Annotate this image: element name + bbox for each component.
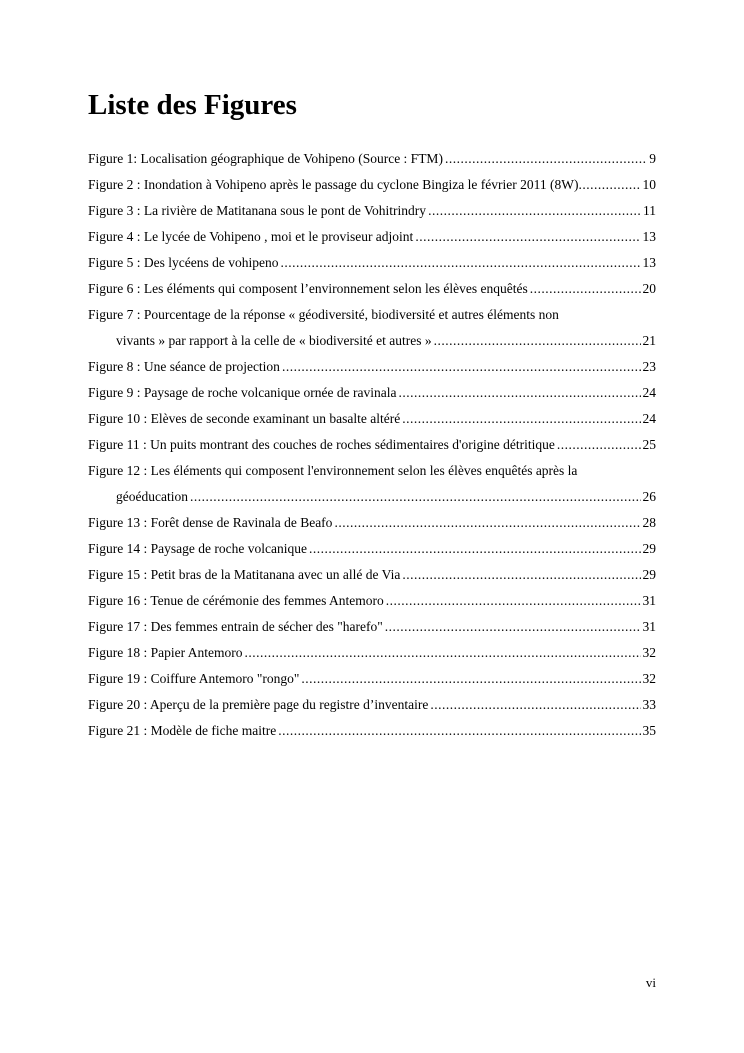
toc-entry-figure-17[interactable]: [88, 614, 656, 640]
toc-entry-text: Figure 1: Localisation géographique de Vohipeno (Source : FTM): [88, 151, 443, 166]
toc-entry-figure-10[interactable]: [88, 406, 656, 432]
toc-entry-figure-11[interactable]: [88, 432, 656, 458]
toc-entry-page: 26: [642, 489, 656, 504]
toc-entry-text: vivants » par rapport à la celle de « biodiversité et autres »: [116, 333, 432, 348]
toc-entry-text: Figure 18 : Papier Antemoro: [88, 645, 243, 660]
toc-entry-page: 35: [642, 723, 656, 738]
toc-entry-text: Figure 5 : Des lycéens de vohipeno: [88, 255, 279, 270]
dot-leader: [428, 198, 641, 224]
toc-entry-page: 28: [642, 515, 656, 530]
toc-entry-page: 29: [642, 541, 656, 556]
toc-entry-figure-18[interactable]: [88, 640, 656, 666]
toc-entry-text: Figure 2 : Inondation à Vohipeno après le passage du cyclone Bingiza le février 2011 (8W): [88, 177, 579, 192]
toc-entry-text: Figure 19 : Coiffure Antemoro "rongo": [88, 671, 300, 686]
toc-entry-page: 23: [642, 359, 656, 374]
toc-entry-text: Figure 14 : Paysage de roche volcanique: [88, 541, 307, 556]
toc-entry-figure-15[interactable]: [88, 562, 656, 588]
dot-leader: [334, 510, 640, 536]
toc-entry-page: 32: [642, 671, 656, 686]
toc-entry-text: Figure 12 : Les éléments qui composent l'environnement selon les élèves enquêtés après la: [88, 463, 578, 478]
dot-leader: [385, 614, 641, 640]
dot-leader: [309, 536, 641, 562]
toc-entry-page: 24: [642, 385, 656, 400]
toc-entry-page: 29: [642, 567, 656, 582]
toc-entry-figure-1[interactable]: [88, 146, 656, 172]
toc-entry-text: Figure 21 : Modèle de fiche maitre: [88, 723, 277, 738]
dot-leader: [578, 172, 639, 198]
toc-entry-figure-3[interactable]: [88, 198, 656, 224]
toc-entry-figure-16[interactable]: [88, 588, 656, 614]
toc-entry-text: Figure 16 : Tenue de cérémonie des femmes Antemoro: [88, 593, 384, 608]
toc-entry-text: Figure 8 : Une séance de projection: [88, 359, 280, 374]
page-title: Liste des Figures: [88, 89, 297, 121]
toc-entry-text: Figure 13 : Forêt dense de Ravinala de Beafo: [88, 515, 333, 530]
toc-entry-page: 9: [649, 151, 656, 166]
toc-entry-figure-12-line-1[interactable]: [88, 458, 656, 484]
dot-leader: [244, 640, 640, 666]
toc-entry-text: Figure 7 : Pourcentage de la réponse « géodiversité, biodiversité et autres éléments non: [88, 307, 559, 322]
dot-leader: [190, 484, 641, 510]
dot-leader: [282, 354, 641, 380]
dot-leader: [445, 146, 647, 172]
toc-entry-figure-20[interactable]: [88, 692, 656, 718]
toc-entry-figure-7-line-2[interactable]: [88, 328, 656, 354]
toc-entry-page: 11: [643, 203, 656, 218]
toc-entry-figure-9[interactable]: [88, 380, 656, 406]
toc-entry-text: Figure 11 : Un puits montrant des couches de roches sédimentaires d'origine détritique: [88, 437, 555, 452]
dot-leader: [399, 380, 641, 406]
toc-entry-figure-4[interactable]: [88, 224, 656, 250]
toc-entry-text: Figure 17 : Des femmes entrain de sécher des "harefo": [88, 619, 383, 634]
toc-entry-figure-7-line-1[interactable]: [88, 302, 656, 328]
toc-entry-page: 20: [642, 281, 656, 296]
dot-leader: [530, 276, 641, 302]
dot-leader: [434, 328, 641, 354]
dot-leader: [415, 224, 640, 250]
toc-entry-figure-8[interactable]: [88, 354, 656, 380]
page-number: vi: [645, 975, 656, 990]
toc-entry-figure-2[interactable]: [88, 172, 656, 198]
toc-entry-page: 25: [642, 437, 656, 452]
toc-entry-figure-14[interactable]: [88, 536, 656, 562]
dot-leader: [402, 562, 640, 588]
toc-entry-page: 13: [642, 229, 656, 244]
dot-leader: [301, 666, 640, 692]
toc-entry-figure-19[interactable]: [88, 666, 656, 692]
toc-entry-page: 32: [642, 645, 656, 660]
toc-entry-page: 10: [642, 177, 656, 192]
toc-entry-text: Figure 15 : Petit bras de la Matitanana avec un allé de Via: [88, 567, 401, 582]
dot-leader: [557, 432, 641, 458]
toc-entry-text: Figure 6 : Les éléments qui composent l’environnement selon les élèves enquêtés: [88, 281, 528, 296]
toc-entry-text: Figure 4 : Le lycée de Vohipeno , moi et le proviseur adjoint: [88, 229, 414, 244]
toc-entry-figure-12-line-2[interactable]: [88, 484, 656, 510]
toc-entry-page: 31: [642, 619, 656, 634]
toc-entry-text: géoéducation: [116, 489, 188, 504]
dot-leader: [278, 718, 640, 744]
toc-entry-text: Figure 3 : La rivière de Matitanana sous le pont de Vohitrindry: [88, 203, 427, 218]
dot-leader: [402, 406, 640, 432]
toc-entry-page: 21: [642, 333, 656, 348]
toc-entry-figure-13[interactable]: [88, 510, 656, 536]
figure-list: [88, 146, 656, 744]
toc-entry-text: Figure 20 : Aperçu de la première page du registre d’inventaire: [88, 697, 429, 712]
toc-entry-page: 31: [642, 593, 656, 608]
toc-entry-figure-5[interactable]: [88, 250, 656, 276]
dot-leader: [386, 588, 641, 614]
toc-entry-text: Figure 9 : Paysage de roche volcanique ornée de ravinala: [88, 385, 397, 400]
dot-leader: [280, 250, 640, 276]
dot-leader: [430, 692, 640, 718]
toc-entry-figure-21[interactable]: [88, 718, 656, 744]
toc-entry-figure-6[interactable]: [88, 276, 656, 302]
toc-entry-page: 33: [642, 697, 656, 712]
toc-entry-page: 24: [642, 411, 656, 426]
toc-entry-page: 13: [642, 255, 656, 270]
toc-entry-text: Figure 10 : Elèves de seconde examinant un basalte altéré: [88, 411, 401, 426]
